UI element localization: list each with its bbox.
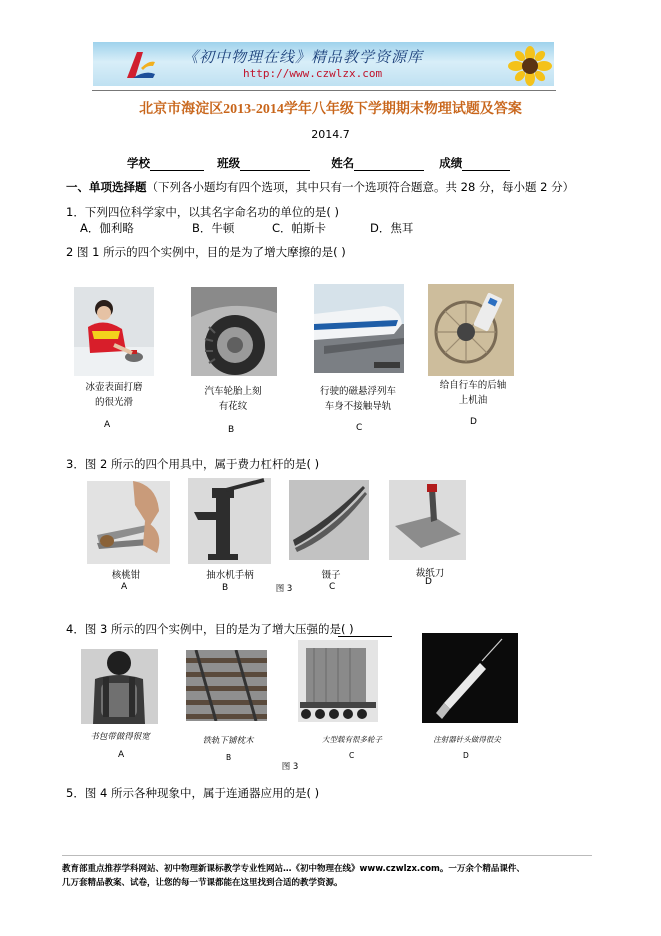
q4-letter-a[interactable]: A [118, 750, 125, 760]
question-4-stem: 4．图 3 所示的四个实例中，目的是为了增大压强的是( ) [66, 622, 354, 636]
footer-line-2: 几万套精品教案、试卷，让您的每一节课都能在这里找到合适的教学资源。 [62, 878, 343, 888]
q2-caption-c [312, 384, 404, 414]
q2-caption-d [432, 378, 514, 408]
maglev-train-image [314, 284, 404, 373]
q2-caption-c-line2: 车身不接触导轨 [324, 401, 392, 412]
q2-caption-a [76, 380, 152, 410]
question-1-stem: 1．下列四位科学家中，以其名字命名功的单位的是( ) [66, 205, 339, 219]
name-blank[interactable] [354, 158, 424, 171]
q4-letter-c[interactable]: C [349, 751, 355, 760]
q2-caption-c-line1: 行驶的磁悬浮列车 [319, 386, 396, 397]
header-banner [93, 42, 554, 86]
question-3-stem: 3．图 2 所示的四个用具中，属于费力杠杆的是( ) [66, 457, 320, 471]
school-label: 学校 [127, 156, 150, 170]
q3-letter-b[interactable]: B [222, 583, 229, 593]
section-heading [66, 180, 574, 194]
document-date: 2014.7 [311, 128, 350, 141]
question-2-stem: 2 图 1 所示的四个实例中，目的是为了增大摩擦的是( ) [66, 245, 346, 259]
curling-player-image [74, 287, 154, 376]
q3-caption-d: 裁纸刀 [415, 568, 445, 579]
q2-letter-b[interactable]: B [228, 425, 235, 435]
backpack-image [81, 649, 158, 724]
syringe-image [422, 633, 518, 723]
q2-letter-c[interactable]: C [356, 423, 363, 433]
q3-figure-label: 图 3 [275, 584, 293, 594]
score-label: 成绩 [439, 156, 463, 170]
q3-photo-nutcracker [87, 481, 170, 564]
school-blank[interactable] [150, 158, 204, 171]
tweezers-image [289, 480, 369, 560]
water-pump-image [188, 478, 271, 564]
q2-caption-b [196, 384, 270, 414]
q1-option-a[interactable]: A．伽利略 [80, 221, 134, 235]
q4-caption-a: 书包带做得很宽 [90, 732, 150, 742]
question-5-stem: 5．图 4 所示各种现象中，属于连通器应用的是( ) [66, 786, 320, 800]
nutcracker-image [87, 481, 170, 564]
q4-photo-truck [298, 640, 378, 722]
q3-letter-c[interactable]: C [329, 582, 336, 592]
q2-letter-d[interactable]: D [470, 417, 477, 427]
q4-photo-railway [186, 650, 267, 721]
q3-caption-a: 核桃钳 [111, 570, 141, 581]
q3-photo-paper-cutter [389, 480, 466, 560]
q2-photo-curling [74, 287, 154, 376]
q4-photo-syringe [422, 633, 518, 723]
q2-caption-b-line1: 汽车轮胎上刻 [204, 386, 262, 397]
q1-option-b[interactable]: B．牛顿 [192, 221, 235, 235]
q4-letter-d[interactable]: D [463, 751, 469, 760]
heavy-truck-image [298, 640, 378, 722]
info-fields [127, 152, 510, 171]
section-title: 一、单项选择题 [66, 180, 147, 194]
section-instructions: （下列各小题均有四个选项，其中只有一个选项符合题意。共 28 分，每小题 2 分） [146, 180, 575, 194]
q3-letter-a[interactable]: A [121, 582, 128, 592]
q2-letter-a[interactable]: A [104, 420, 111, 430]
q3-letter-d[interactable]: D [425, 577, 432, 587]
class-blank[interactable] [240, 158, 310, 171]
q1-option-d[interactable]: D．焦耳 [370, 221, 414, 235]
q3-caption-b: 抽水机手柄 [206, 570, 254, 581]
q2-caption-d-line1: 给自行车的后轴 [439, 380, 507, 391]
q2-photo-tire [191, 287, 277, 376]
banner-title: 《初中物理在线》精品教学资源库 [183, 48, 424, 66]
q3-photo-tweezers [289, 480, 369, 560]
q2-photo-maglev [314, 284, 404, 373]
q4-figure-label: 图 3 [281, 762, 299, 772]
class-label: 班级 [217, 156, 241, 170]
page-footer [62, 862, 622, 890]
bicycle-axle-image [428, 284, 514, 376]
q2-caption-b-line2: 有花纹 [218, 401, 248, 412]
score-blank[interactable] [462, 158, 510, 171]
q4-underline [338, 636, 392, 637]
document-title: 北京市海淀区2013-2014学年八年级下学期期末物理试题及答案 [139, 102, 522, 117]
site-logo-icon [123, 48, 157, 82]
q3-photo-pump [188, 478, 271, 564]
header-rule [92, 90, 556, 91]
tire-tread-image [191, 287, 277, 376]
q3-caption-c: 镊子 [321, 570, 341, 581]
q2-caption-a-line2: 的很光滑 [94, 397, 133, 408]
q2-caption-a-line1: 冰壶表面打磨 [85, 382, 143, 393]
paper-cutter-image [389, 480, 466, 560]
name-label: 姓名 [331, 156, 355, 170]
q1-option-c[interactable]: C．帕斯卡 [272, 221, 327, 235]
sunflower-icon [508, 46, 552, 86]
q4-photo-backpack [81, 649, 158, 724]
footer-line-1: 教育部重点推荐学科网站、初中物理新课标教学专业性网站…《初中物理在线》www.czwlzx.com。一万余个精品课件、 [62, 864, 525, 874]
q4-caption-d: 注射器针头做得很尖 [433, 735, 501, 744]
q4-letter-b[interactable]: B [226, 753, 232, 762]
q2-caption-d-line2: 上机油 [458, 395, 488, 406]
q4-caption-c: 大型载有很多轮子 [322, 735, 382, 744]
banner-url[interactable]: http://www.czwlzx.com [243, 67, 383, 80]
q4-caption-b: 铁轨下铺枕木 [202, 736, 254, 746]
q2-photo-bicycle [428, 284, 514, 376]
railway-sleepers-image [186, 650, 267, 721]
footer-rule [62, 855, 592, 856]
